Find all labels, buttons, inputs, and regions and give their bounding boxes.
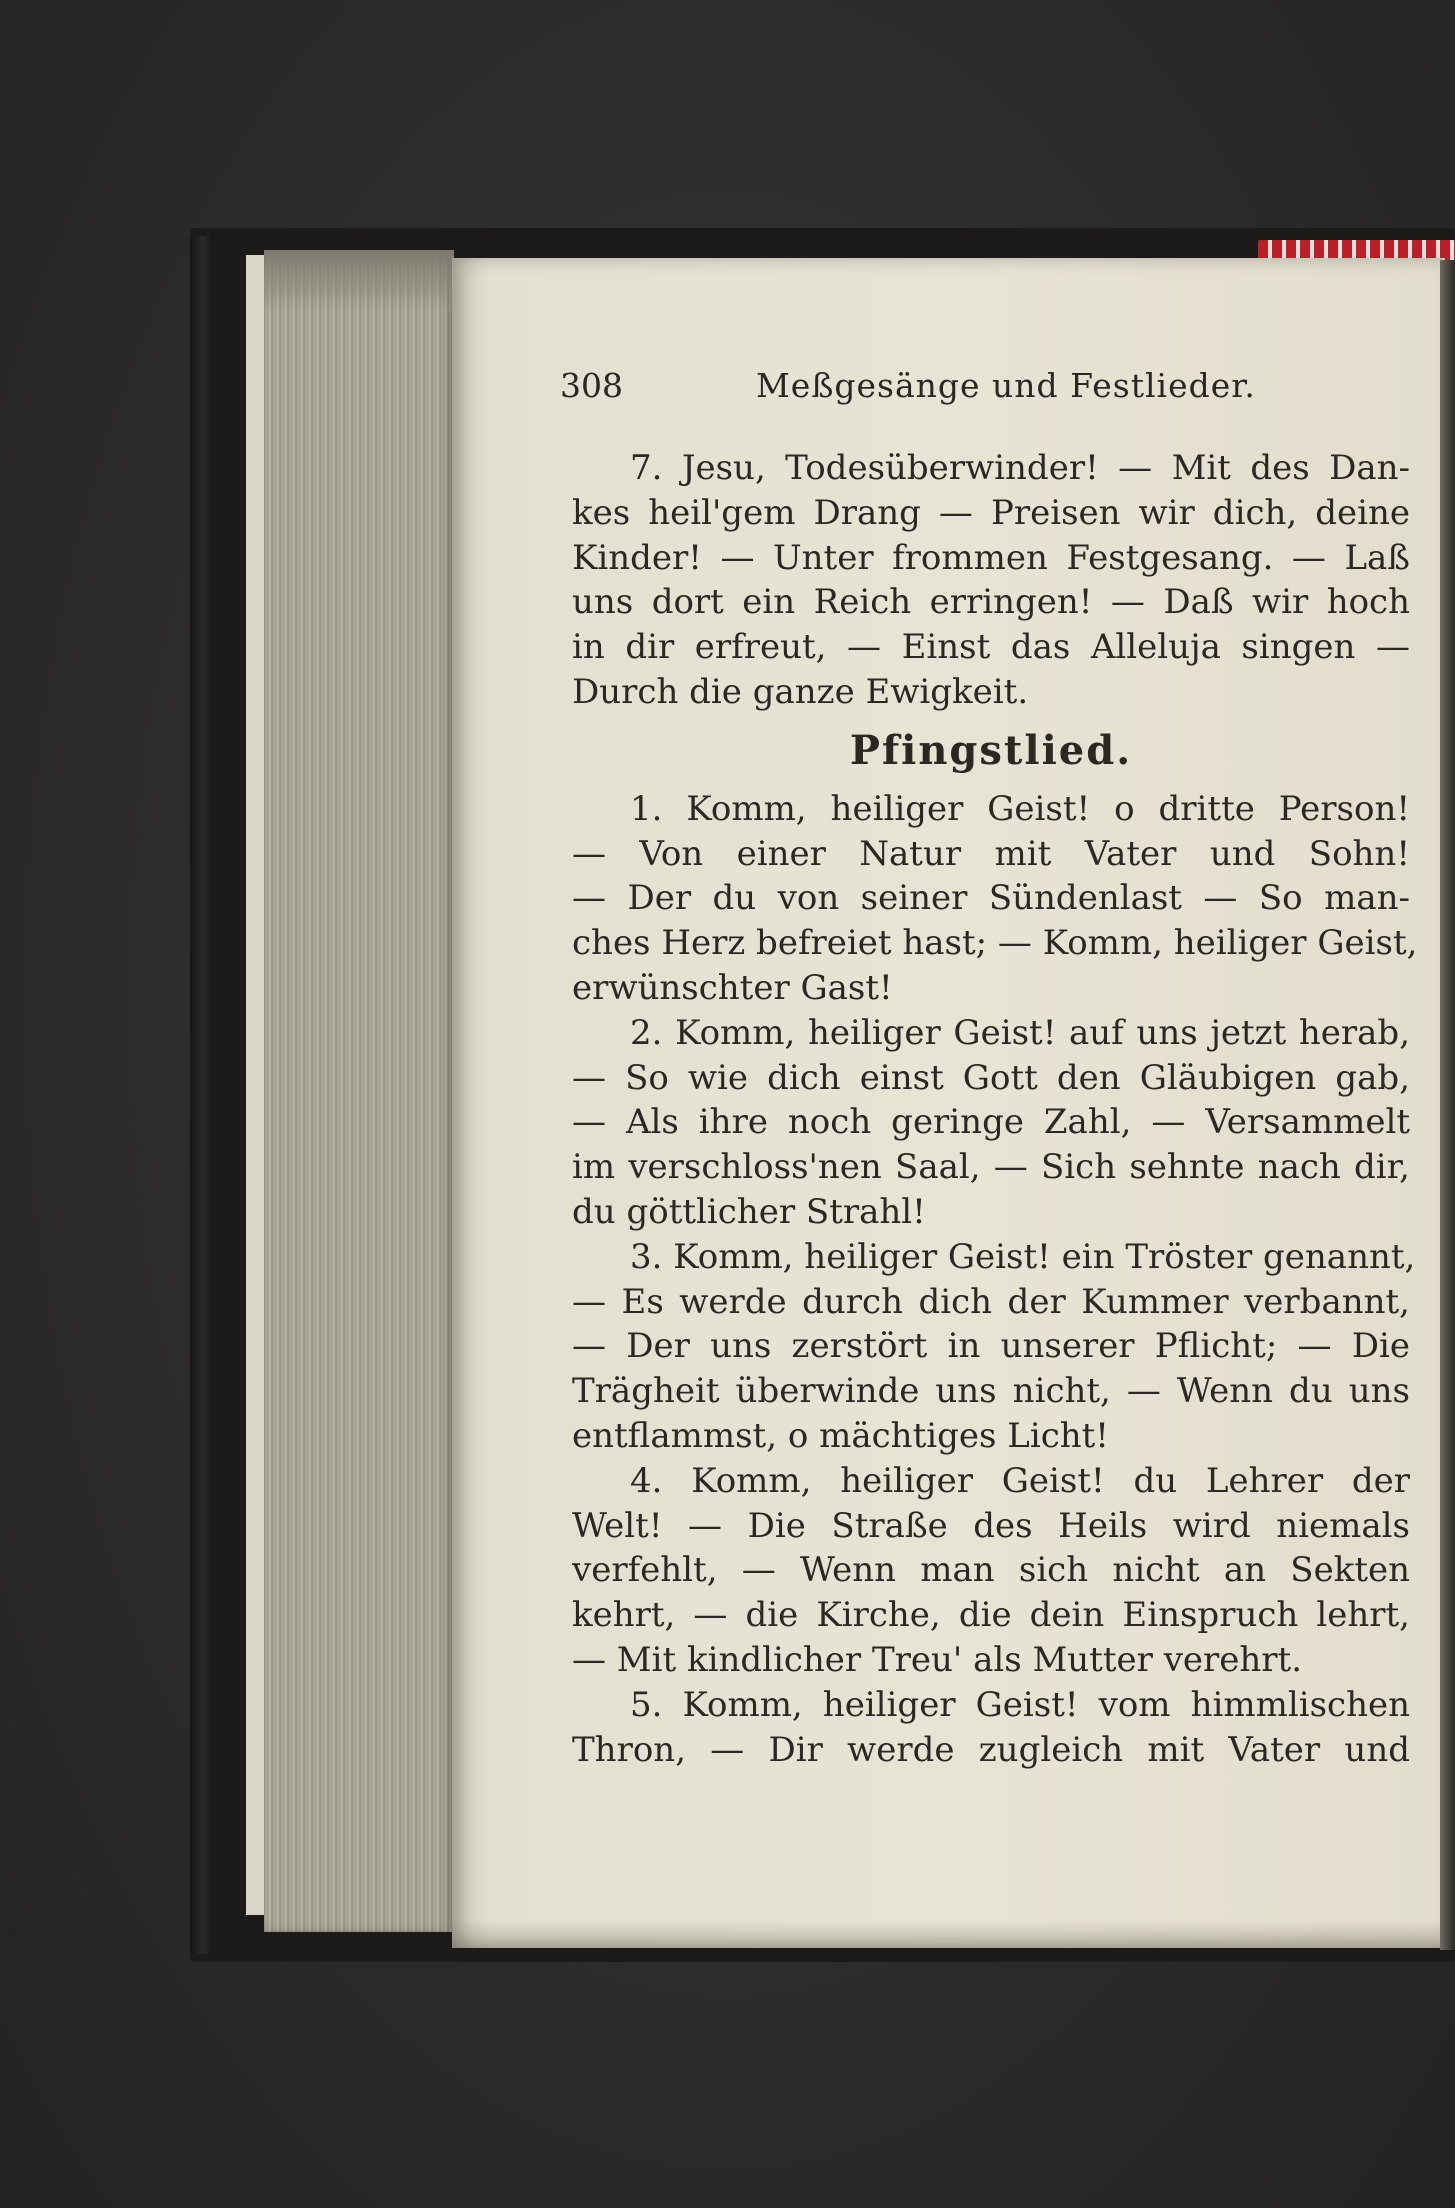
text-line: — Der uns zerstört in unserer Pflicht; — Die bbox=[572, 1326, 1410, 1367]
text-line: — Der du von seiner Sündenlast — So man- bbox=[572, 878, 1410, 919]
text-line: Kinder! — Unter frommen Festgesang. — Laß bbox=[572, 537, 1410, 578]
facing-page-edge bbox=[1440, 260, 1455, 1950]
book-spine-edge bbox=[190, 236, 212, 1954]
stanza-5 bbox=[572, 1683, 1410, 1773]
text-line: du göttlicher Strahl! bbox=[572, 1191, 926, 1232]
text-line: Durch die ganze Ewigkeit. bbox=[572, 671, 1029, 712]
text-line: entflammst, o mächtiges Licht! bbox=[572, 1415, 1109, 1456]
stanza-4 bbox=[572, 1459, 1410, 1683]
page-block-shadow bbox=[264, 250, 454, 310]
text-line: — Mit kindlicher Treu' als Mutter verehrt. bbox=[572, 1639, 1303, 1680]
text-line: 7. Jesu, Todesüberwinder! — Mit des Dan- bbox=[630, 448, 1410, 488]
text-line: kehrt, — die Kirche, die dein Einspruch lehrt, bbox=[572, 1595, 1410, 1636]
text-line: im verschloss'nen Saal, — Sich sehnte nach dir, bbox=[572, 1147, 1410, 1188]
running-title: Meßgesänge und Festlieder. bbox=[756, 366, 1256, 405]
text-line: kes heil'gem Drang — Preisen wir dich, deine bbox=[572, 492, 1410, 533]
section-title: Pfingstlied. bbox=[849, 726, 1133, 774]
stanza-7 bbox=[572, 446, 1410, 715]
page-block-edge bbox=[264, 252, 454, 1932]
text-line: Trägheit überwinde uns nicht, — Wenn du uns bbox=[572, 1371, 1410, 1412]
text-line: 5. Komm, heiliger Geist! vom himmlischen bbox=[630, 1684, 1410, 1725]
text-line: in dir erfreut, — Einst das Alleluja singen — bbox=[572, 627, 1410, 668]
stanza-3 bbox=[572, 1235, 1416, 1459]
text-line: Thron, — Dir werde zugleich mit Vater und bbox=[572, 1729, 1410, 1770]
text-line: — Von einer Natur mit Vater und Sohn! bbox=[572, 833, 1410, 874]
text-line: — Es werde durch dich der Kummer verbannt, bbox=[572, 1281, 1410, 1322]
page-number: 308 bbox=[560, 366, 623, 405]
page-header bbox=[560, 366, 1410, 412]
page-text bbox=[572, 446, 1418, 1772]
stanza-1 bbox=[572, 787, 1418, 1011]
text-line: 2. Komm, heiliger Geist! auf uns jetzt herab, bbox=[630, 1012, 1410, 1053]
text-line: uns dort ein Reich erringen! — Daß wir hoch bbox=[572, 582, 1410, 623]
page-bottom-shadow bbox=[452, 1920, 1445, 1948]
text-line: — So wie dich einst Gott den Gläubigen gab, bbox=[572, 1057, 1410, 1098]
stanza-2 bbox=[572, 1011, 1410, 1235]
text-line: 1. Komm, heiliger Geist! o dritte Person! bbox=[630, 788, 1410, 829]
text-line: ches Herz befreiet hast; — Komm, heiliger Geist, bbox=[572, 923, 1418, 964]
text-line: erwünschter Gast! bbox=[572, 967, 893, 1008]
text-line: 4. Komm, heiliger Geist! du Lehrer der bbox=[630, 1460, 1410, 1501]
text-line: Welt! — Die Straße des Heils wird niemals bbox=[572, 1505, 1410, 1546]
text-line: — Als ihre noch geringe Zahl, — Versammelt bbox=[572, 1102, 1410, 1143]
text-line: 3. Komm, heiliger Geist! ein Tröster genannt, bbox=[630, 1236, 1416, 1277]
text-line: verfehlt, — Wenn man sich nicht an Sekten bbox=[572, 1550, 1410, 1591]
